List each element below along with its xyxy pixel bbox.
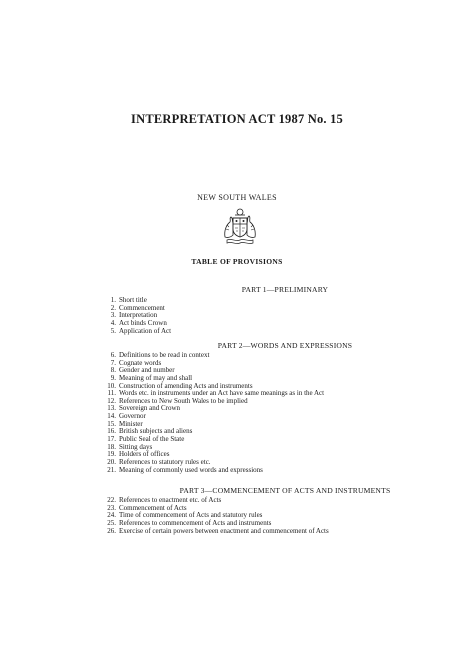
provision-title: References to New South Wales to be implied [119,396,248,405]
provision-number: 3. [110,311,116,320]
provision-title: Definitions to be read in context [119,351,210,359]
part-3-provisions [100,497,329,535]
provision-title: Governor [119,412,146,421]
provision-number: 25. [107,518,116,527]
provision-number: 23. [107,503,116,512]
document-title: INTERPRETATION ACT 1987 No. 15 [131,112,343,126]
provision-number: 5. [110,326,116,335]
provision-number: 10. [107,381,116,390]
provision-title: Sovereign and Crown [119,404,181,413]
provision-title: Application of Act [119,326,172,335]
provision-title: Meaning of may and shall [119,373,193,382]
provision-title: Gender and number [119,366,175,375]
provision-number: 24. [107,511,116,520]
provision-number: 9. [110,373,116,382]
list-item [100,528,329,536]
provision-title: Exercise of certain powers between enactment and commencement of Acts [119,526,329,535]
provision-title: Commencement [119,303,165,312]
provision-number: 8. [110,366,116,375]
provision-title: Construction of amending Acts and instruments [119,381,253,390]
provision-number: 7. [110,358,116,367]
provision-number: 18. [107,442,116,451]
provision-title: References to commencement of Acts and instruments [119,518,272,527]
provision-title: Words etc. in instruments under an Act have same meanings as in the Act [119,389,325,398]
provision-title: Commencement of Acts [119,503,187,512]
provision-number: 1. [110,296,116,304]
provision-title: Short title [119,296,147,304]
part-heading-2: PART 2—WORDS AND EXPRESSIONS [217,341,353,350]
provision-number: 19. [107,450,116,459]
provision-number: 12. [107,396,116,405]
provision-number: 15. [107,419,116,428]
provision-title: Interpretation [119,311,158,320]
provision-title: Public Seal of the State [119,435,185,444]
provision-title: Meaning of commonly used words and expressions [119,465,263,474]
provision-number: 13. [107,404,116,413]
provision-title: Cognate words [119,358,162,367]
provision-number: 11. [107,389,116,398]
provision-number: 20. [107,457,116,466]
provision-number: 16. [107,427,116,436]
provision-number: 17. [107,435,116,444]
provision-title: British subjects and aliens [119,427,193,436]
coat-of-arms-icon [222,207,258,245]
part-2-provisions [100,352,324,474]
list-item [100,467,324,475]
part-heading-1: PART 1—PRELIMINARY [241,285,329,294]
provision-number: 6. [110,351,116,359]
provision-title: Sitting days [119,442,153,451]
provision-number: 4. [110,318,116,327]
provision-number: 2. [110,303,116,312]
provision-title: References to statutory rules etc. [119,457,211,466]
provision-title: References to enactment etc. of Acts [119,496,222,504]
provision-number: 14. [107,412,116,421]
provision-title: Minister [119,419,143,428]
provision-title: Act binds Crown [119,318,167,327]
jurisdiction-heading: NEW SOUTH WALES [197,193,277,202]
provision-number: 22. [107,496,116,504]
part-heading-3: PART 3—COMMENCEMENT OF ACTS AND INSTRUMENTS [179,486,391,495]
list-item [100,328,171,336]
provision-number: 21. [107,465,116,474]
toc-heading: TABLE OF PROVISIONS [191,257,283,266]
provision-title: Holders of offices [119,450,170,459]
part-1-provisions [100,297,171,335]
provision-number: 26. [107,526,116,535]
provision-title: Time of commencement of Acts and statutory rules [119,511,263,520]
